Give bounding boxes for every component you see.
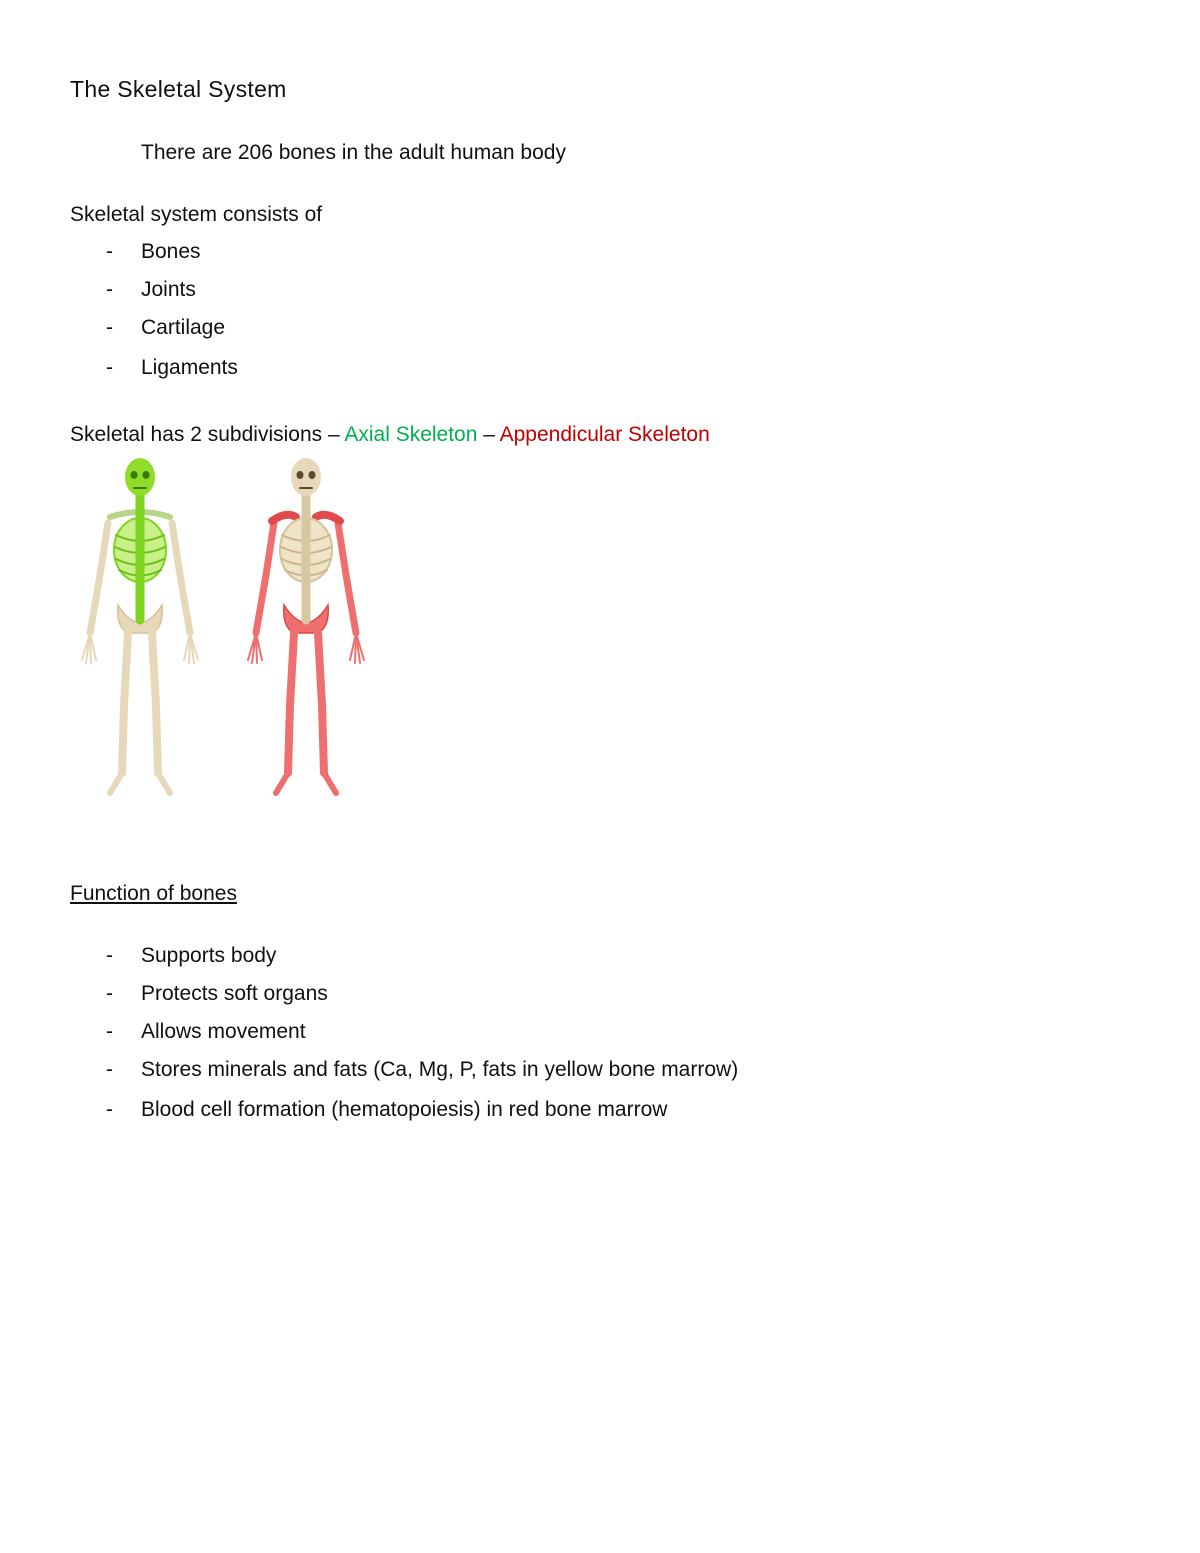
axial-skeleton-image — [70, 455, 210, 805]
list-item: Joints — [141, 278, 196, 301]
subdivisions-line — [70, 422, 710, 448]
appendicular-skeleton-image — [236, 455, 376, 805]
list-bullet: - — [106, 278, 113, 301]
list-item: Cartilage — [141, 316, 226, 339]
list-bullet: - — [106, 240, 113, 263]
subdivisions-prefix: Skeletal has 2 subdivisions – — [70, 423, 345, 446]
list-bullet: - — [106, 944, 113, 967]
list-item: Blood cell formation (hematopoiesis) in red bone marrow — [141, 1098, 668, 1121]
list-bullet: - — [106, 1058, 113, 1081]
subdivisions-separator: – — [477, 423, 500, 446]
list-item: Stores minerals and fats (Ca, Mg, P, fats in yellow bone marrow) — [141, 1058, 739, 1081]
list-bullet: - — [106, 1098, 113, 1121]
function-heading: Function of bones — [70, 882, 237, 905]
list-bullet: - — [106, 982, 113, 1005]
list-bullet: - — [106, 1020, 113, 1043]
list-bullet: - — [106, 356, 113, 379]
intro-text: There are 206 bones in the adult human body — [141, 141, 566, 164]
consists-heading: Skeletal system consists of — [70, 203, 323, 226]
axial-skeleton-label: Axial Skeleton — [344, 423, 478, 446]
list-item: Protects soft organs — [141, 982, 328, 1005]
page-title: The Skeletal System — [70, 76, 287, 102]
appendicular-skeleton-label: Appendicular Skeleton — [499, 423, 710, 446]
list-item: Allows movement — [141, 1020, 306, 1043]
list-item: Supports body — [141, 944, 277, 967]
list-bullet: - — [106, 316, 113, 339]
list-item: Bones — [141, 240, 201, 263]
list-item: Ligaments — [141, 356, 238, 379]
